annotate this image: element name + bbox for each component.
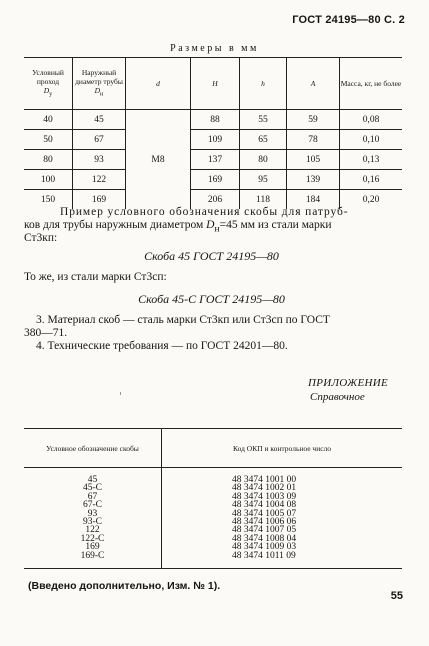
table-row: 150 169 206 118 184 0,20 (24, 190, 402, 210)
document-header: ГОСТ 24195—80 С. 2 (292, 14, 405, 26)
table-row: 67 48 3474 1003 09 (24, 493, 402, 501)
table-row: 40 45 M8 88 55 59 0,08 (24, 110, 402, 130)
table-row: 93-С 48 3474 1006 06 (24, 518, 402, 526)
item-3-line-1: 3. Материал скоб — сталь марки Ст3кп или Ст3сп по ГОСТ (36, 314, 330, 326)
bolt-size: M8 (126, 110, 191, 210)
designation-2: Скоба 45-С ГОСТ 24195—80 (138, 292, 285, 306)
table-caption: Размеры в мм (170, 43, 259, 54)
table-row: 100 122 169 95 139 0,16 (24, 170, 402, 190)
appendix-label: ПРИЛОЖЕНИЕ (308, 377, 388, 389)
col-header-okp: Код ОКП и контрольное число (162, 429, 403, 468)
col-header-d: d (126, 58, 191, 110)
col-header-H: H (191, 58, 240, 110)
okp-table (24, 428, 402, 569)
table-row: 169 48 3474 1009 03 (24, 543, 402, 551)
col-header-nominal-bore: Условный проход $D_у$ (24, 58, 73, 110)
same-steel-line: То же, из стали марки Ст3сп: (24, 271, 167, 283)
col-header-A: A (287, 58, 340, 110)
example-line-2: ков для трубы наружным диаметром $D_н=45$ мм из стали марки (24, 219, 332, 235)
col-header-mass: Масса, кг, не более (340, 58, 403, 110)
table-row: 67-С 48 3474 1004 08 (24, 501, 402, 509)
scan-speck (120, 392, 121, 395)
col-header-designation: Условное обозначение скобы (24, 429, 162, 468)
table-row: 169-С 48 3474 1011 09 (24, 552, 402, 560)
amendment-note: (Введено дополнительно, Изм. № 1). (28, 580, 221, 592)
table-row: 80 93 137 80 105 0,13 (24, 150, 402, 170)
table-row: 45-С 48 3474 1002 01 (24, 484, 402, 492)
table-header-row (24, 58, 402, 110)
designation-1: Скоба 45 ГОСТ 24195—80 (144, 249, 279, 263)
example-line-3: Ст3кп: (24, 232, 58, 244)
table-row: 50 67 109 65 78 0,10 (24, 130, 402, 150)
table-header-row (24, 429, 402, 468)
table-row: 122 48 3474 1007 05 (24, 526, 402, 534)
col-header-pipe-diameter: Наружный диаметр трубы $D_н$ (73, 58, 126, 110)
item-4: 4. Технические требования — по ГОСТ 24201—80. (36, 340, 288, 352)
table-row: 45 48 3474 1001 00 (24, 476, 402, 484)
example-line-1: Пример условного обозначения скобы для патруб- (60, 206, 349, 218)
page-number: 55 (390, 590, 403, 602)
table-row: 93 48 3474 1005 07 (24, 510, 402, 518)
col-header-h: h (240, 58, 287, 110)
item-3-line-2: 380—71. (24, 327, 68, 339)
dimensions-table (24, 57, 402, 209)
table-row: 122-С 48 3474 1008 04 (24, 535, 402, 543)
reference-label: Справочное (310, 391, 365, 403)
